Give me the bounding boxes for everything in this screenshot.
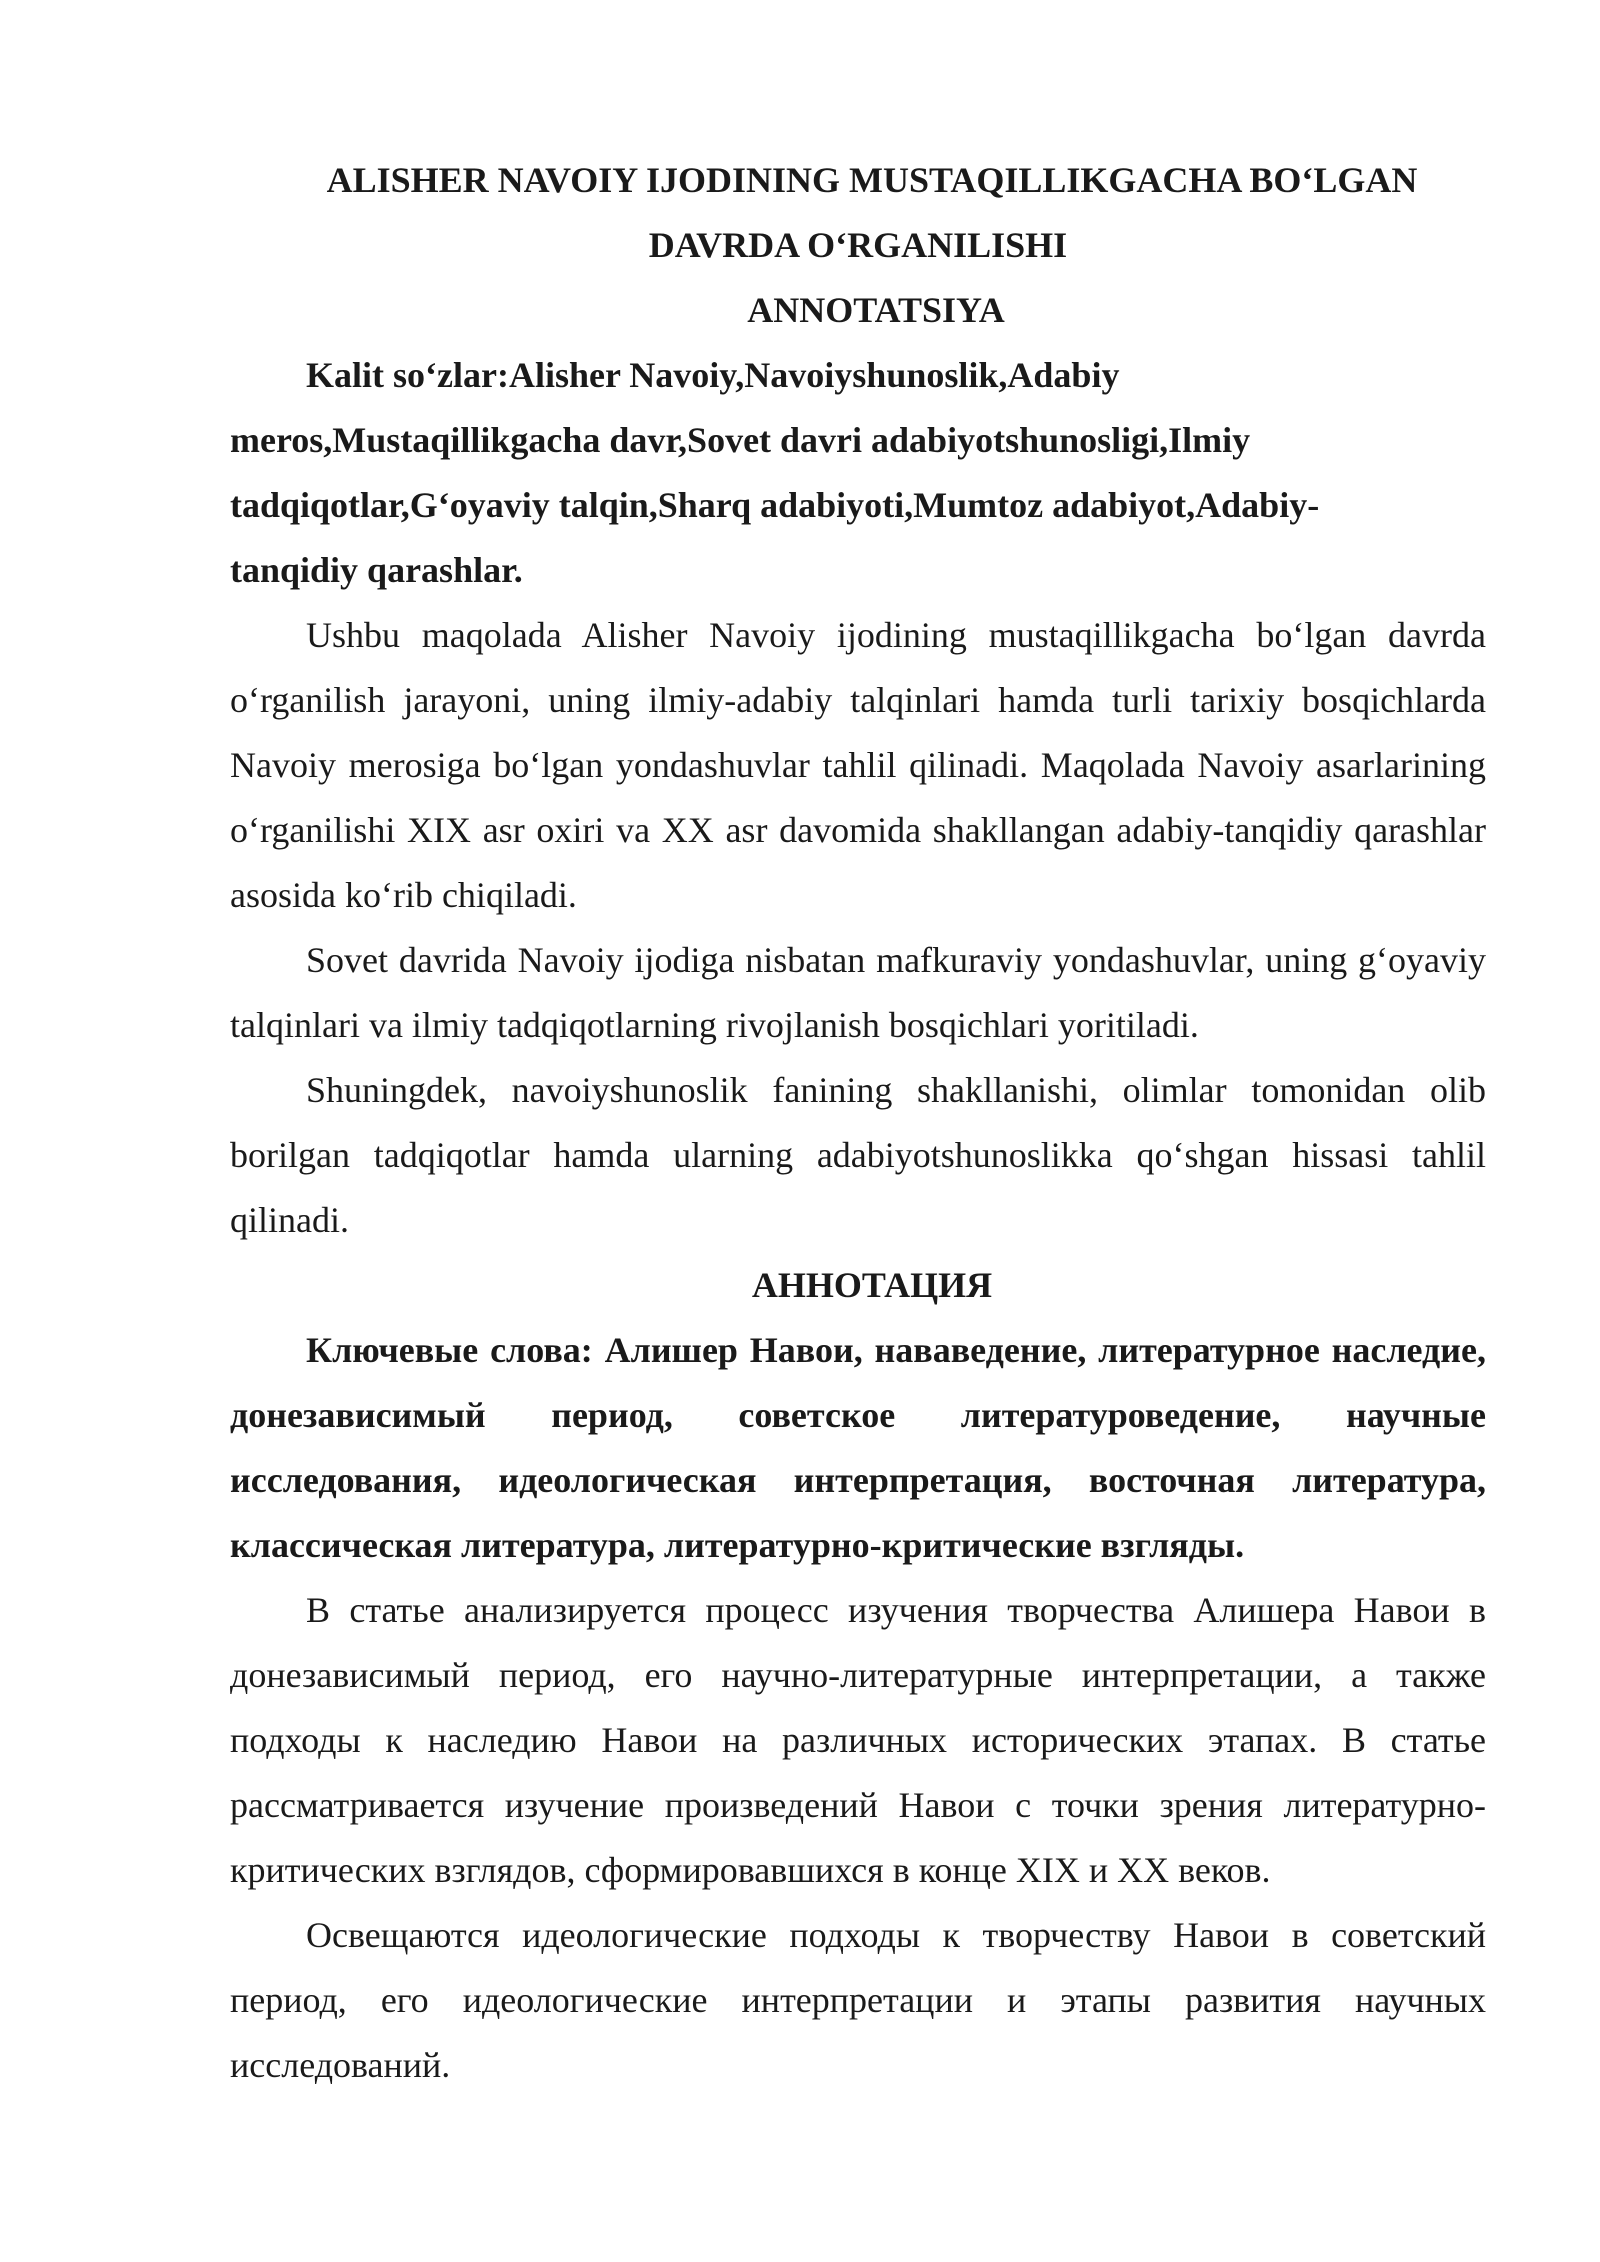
uz-paragraph: Shuningdek, navoiyshunoslik fanining shakllanishi, olimlar tomonidan olib borilgan tadqiqotlar hamda ularning adabiyotshunoslikka qo‘shgan hissasi tahlil qilinadi. [230, 1070, 1486, 1240]
uz-keywords-line: tadqiqotlar,G‘oyaviy talqin,Sharq adabiyoti,Mumtoz adabiyot,Adabiy- [230, 485, 1320, 525]
uz-paragraph: Ushbu maqolada Alisher Navoiy ijodining mustaqillikgacha bo‘lgan davrda o‘rganilish jarayoni, uning ilmiy-adabiy talqinlari hamda turli tarixiy bosqichlarda Navoiy merosiga bo‘lgan yondashuvlar tahlil qilinadi. Maqolada Navoiy asarlarining o‘rganilishi XIX asr oxiri va XX asr davomida shakllangan adabiy-tanqidiy qarashlar asosida ko‘rib chiqiladi. [230, 615, 1486, 915]
document-content [230, 148, 1486, 2098]
uz-paragraph: Sovet davrida Navoiy ijodiga nisbatan mafkuraviy yondashuvlar, uning g‘oyaviy talqinlari va ilmiy tadqiqotlarning rivojlanish bosqichlari yoritiladi. [230, 940, 1486, 1045]
uz-keywords-line: meros,Mustaqillikgacha davr,Sovet davri adabiyotshunosligi,Ilmiy [230, 420, 1251, 460]
document-title-line-1: ALISHER NAVOIY IJODINING MUSTAQILLIKGACHA BO‘LGAN [326, 160, 1418, 200]
ru-paragraph: В статье анализируется процесс изучения творчества Алишера Навои в донезависимый период, его научно-литературные интерпретации, а также подходы к наследию Навои на различных исторических этапах. В статье рассматривается изучение произведений Навои с точки зрения литературно-критических взглядов, сформировавшихся в конце XIX и XX веков. [230, 1590, 1486, 1890]
uz-keywords [230, 343, 1486, 603]
ru-annotation-heading: АННОТАЦИЯ [751, 1265, 993, 1305]
uz-keywords-line: tanqidiy qarashlar. [230, 550, 523, 590]
ru-keywords: Ключевые слова: Алишер Навои, нававедение, литературное наследие, донезависимый период, советское литературоведение, научные исследования, идеологическая интерпретация, восточная литература, классическая литература, литературно-критические взгляды. [230, 1330, 1486, 1565]
ru-paragraph: Освещаются идеологические подходы к творчеству Навои в советский период, его идеологические интерпретации и этапы развития научных исследований. [230, 1915, 1486, 2085]
document-title-line-2: DAVRDA O‘RGANILISHI [648, 225, 1068, 265]
uz-keywords-line: Kalit so‘zlar:Alisher Navoiy,Navoiyshunoslik,Adabiy [306, 355, 1120, 395]
uz-annotation-heading: ANNOTATSIYA [747, 290, 1005, 330]
